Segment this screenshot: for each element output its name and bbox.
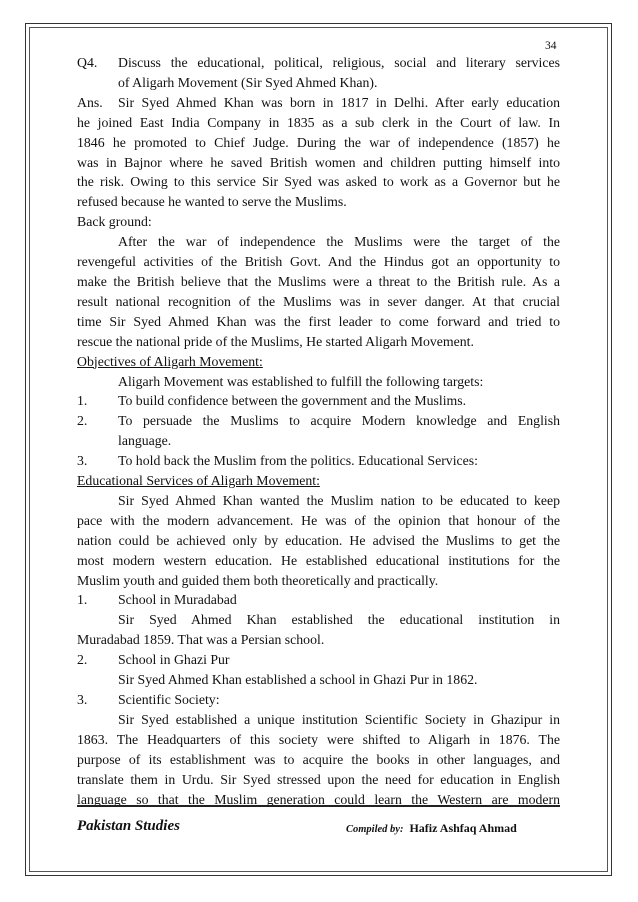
institution-desc: Sir Syed Ahmed Khan established a school in Ghazi Pur in 1862. — [118, 672, 478, 688]
footer-compiled-label: Compiled by: — [346, 824, 404, 835]
institution-item — [77, 650, 560, 670]
answer-text-line: he joined East India Company in 1835 as a sub clerk in the Court of law. In — [77, 114, 560, 130]
objectives-intro: Aligarh Movement was established to fulfill the following targets: — [118, 373, 484, 389]
answer-text-line: refused because he wanted to serve the Muslims. — [77, 194, 347, 210]
educational-text-line: most modern western education. He established educational institutions for the — [77, 552, 560, 568]
institution-desc: language so that the Muslim generation could learn the Western are modern — [77, 791, 560, 807]
institution-desc: purpose of its establishment was to acquire the books in other languages, and — [77, 751, 560, 767]
educational-heading: Educational Services of Aligarh Movement: — [77, 473, 320, 489]
answer-text-line: was in Bajnor where he saved British women and children putting himself into — [77, 154, 560, 170]
institution-desc: Sir Syed Ahmed Khan established the educational institution in — [118, 612, 560, 628]
educational-text-line: Sir Syed Ahmed Khan wanted the Muslim nation to be educated to keep — [118, 492, 560, 508]
answer-text-1: Sir Syed Ahmed Khan was born in 1817 in Delhi. After early education — [118, 94, 560, 110]
document-body — [77, 53, 560, 809]
objective-text: To build confidence between the government and the Muslims. — [118, 393, 467, 409]
objective-text: To hold back the Muslim from the politics. Educational Services: — [118, 453, 478, 469]
objective-text-continued: language. — [118, 433, 172, 449]
objective-item — [77, 451, 560, 471]
educational-text-line: Muslim youth and guided them both theoretically and practically. — [77, 572, 439, 588]
background-text-line: make the British believe that the Muslims were a threat to the British rule. As a — [77, 273, 560, 289]
institution-title: Scientific Society: — [118, 692, 220, 707]
objective-number: 1. — [77, 393, 88, 409]
question-text-2: of Aligarh Movement (Sir Syed Ahmed Khan). — [118, 74, 378, 90]
objective-number: 3. — [77, 453, 88, 469]
footer-subject: Pakistan Studies — [77, 818, 180, 834]
question-line-1 — [77, 53, 560, 73]
institution-number: 3. — [77, 692, 88, 707]
question-text-1: Discuss the educational, political, religious, social and literary services — [118, 55, 560, 70]
answer-label: Ans. — [77, 94, 103, 110]
institution-desc: Muradabad 1859. That was a Persian school. — [77, 632, 325, 648]
background-text-line: rescue the national pride of the Muslims, He started Aligarh Movement. — [77, 333, 474, 349]
institution-number: 1. — [77, 592, 88, 608]
answer-text-line: the risk. Owing to this service Sir Syed was asked to work as a Governor but he — [77, 174, 560, 190]
institution-desc: Sir Syed established a unique institution Scientific Society in Ghazipur in — [118, 711, 560, 727]
institution-number: 2. — [77, 652, 88, 668]
background-text-line: result national recognition of the Muslims was in sever danger. At that crucial — [77, 293, 560, 309]
institution-title: School in Muradabad — [118, 592, 237, 608]
objective-item — [77, 411, 560, 431]
institution-desc: 1863. The Headquarters of this society were shifted to Aligarh in 1876. The — [77, 731, 560, 747]
question-number: Q4. — [77, 55, 98, 70]
answer-line-1 — [77, 93, 560, 113]
objective-text: To persuade the Muslims to acquire Modern knowledge and English — [118, 413, 560, 429]
institution-item — [77, 690, 560, 710]
institution-item — [77, 590, 560, 610]
educational-text-line: pace with the modern advancement. He was of the opinion that honour of the — [77, 512, 560, 528]
educational-text-line: nation could be achieved only by education. He advised the Muslims to get the — [77, 532, 560, 548]
objectives-heading: Objectives of Aligarh Movement: — [77, 353, 263, 369]
background-text-line: After the war of independence the Muslims were the target of the — [118, 234, 560, 250]
footer-compiler — [346, 821, 517, 836]
answer-text-line: 1846 he promoted to Chief Judge. During the war of independence (1857) he — [77, 134, 560, 150]
institution-title: School in Ghazi Pur — [118, 652, 230, 668]
footer-compiler-name: Hafiz Ashfaq Ahmad — [409, 821, 517, 835]
background-heading: Back ground: — [77, 214, 152, 230]
objective-number: 2. — [77, 413, 88, 429]
institution-desc: translate them in Urdu. Sir Syed stressed upon the need for education in English — [77, 771, 560, 787]
objective-item — [77, 391, 560, 411]
footer-rule — [77, 805, 560, 807]
background-text-line: time Sir Syed Ahmed Khan was the first leader to come forward and tried to — [77, 313, 560, 329]
page-number: 34 — [545, 40, 557, 52]
background-text-line: revengeful activities of the British Govt. And the Hindus got an opportunity to — [77, 254, 560, 270]
